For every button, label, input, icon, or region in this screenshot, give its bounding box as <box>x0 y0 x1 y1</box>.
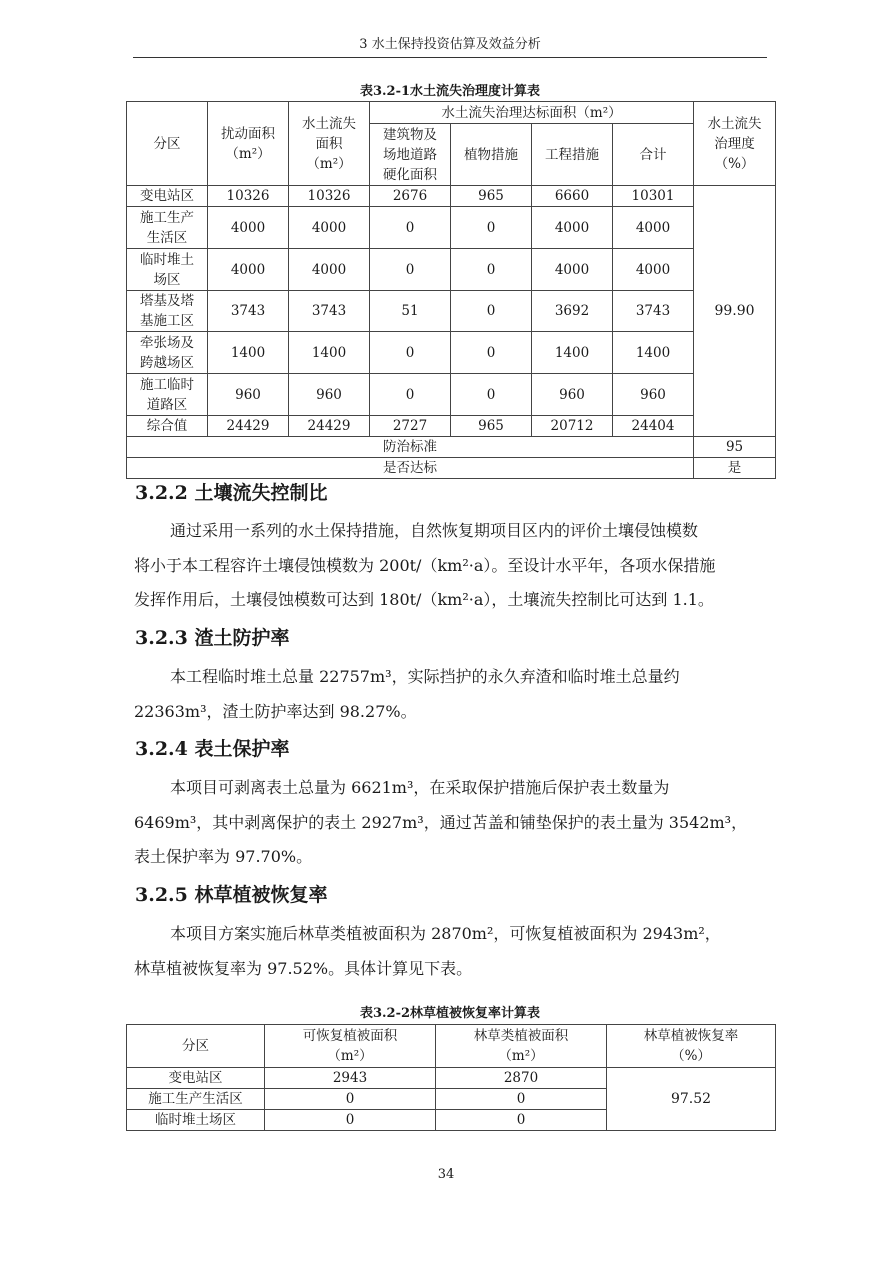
header-restorable-area: 可恢复植被面积 （m²） <box>265 1025 436 1068</box>
reached-row <box>127 458 776 479</box>
paragraph-line: 本工程临时堆土总量 22757m³，实际挡护的永久弃渣和临时堆土总量约 <box>170 667 680 686</box>
cell-plant: 0 <box>451 374 532 416</box>
cell-total: 1400 <box>613 332 694 374</box>
header-loss-area: 水土流失 面积 （m²） <box>289 102 370 186</box>
header-building-area: 建筑物及 场地道路 硬化面积 <box>370 124 451 186</box>
header-total: 合计 <box>613 124 694 186</box>
cell-total: 960 <box>613 374 694 416</box>
paragraph-line: 表土保护率为 97.70%。 <box>134 847 313 866</box>
table-row <box>127 186 776 207</box>
paragraph-line: 本项目方案实施后林草类植被面积为 2870m²，可恢复植被面积为 2943m²， <box>170 924 721 943</box>
page-header: 3 水土保持投资估算及效益分析 <box>359 37 541 52</box>
cell-disturbed: 960 <box>208 374 289 416</box>
cell-zone: 综合值 <box>127 416 208 437</box>
section-heading-spoil-protection: 3.2.3 渣土防护率 <box>135 627 290 649</box>
cell-disturbed: 24429 <box>208 416 289 437</box>
paragraph-spoil-protection <box>134 660 768 729</box>
cell-disturbed: 10326 <box>208 186 289 207</box>
cell-disturbed: 4000 <box>208 207 289 249</box>
cell-loss: 4000 <box>289 249 370 291</box>
paragraph-line: 22363m³，渣土防护率达到 98.27%。 <box>134 701 417 721</box>
cell-loss: 24429 <box>289 416 370 437</box>
cell-building: 2676 <box>370 186 451 207</box>
cell-loss: 1400 <box>289 332 370 374</box>
cell-engineering: 960 <box>532 374 613 416</box>
table-row <box>127 249 776 291</box>
cell-restoration-rate: 97.52 <box>607 1068 776 1131</box>
table-row <box>127 374 776 416</box>
cell-treatment-rate: 99.90 <box>694 186 776 437</box>
paragraph-vegetation-restoration <box>134 917 768 986</box>
page-number: 34 <box>437 1167 455 1182</box>
cell-zone: 施工生产生活区 <box>127 1089 265 1110</box>
cell-disturbed: 4000 <box>208 249 289 291</box>
cell-building: 2727 <box>370 416 451 437</box>
cell-forest: 2870 <box>436 1068 607 1089</box>
paragraph-topsoil-protection <box>134 771 768 875</box>
cell-forest: 0 <box>436 1089 607 1110</box>
cell-loss: 3743 <box>289 291 370 332</box>
soil-erosion-control-table <box>126 101 776 479</box>
cell-engineering: 3692 <box>532 291 613 332</box>
header-zone: 分区 <box>127 1025 265 1068</box>
cell-total: 4000 <box>613 207 694 249</box>
standard-value: 95 <box>694 437 776 458</box>
cell-zone: 变电站区 <box>127 1068 265 1089</box>
section-heading-soil-loss-ratio: 3.2.2 土壤流失控制比 <box>135 482 328 504</box>
cell-loss: 960 <box>289 374 370 416</box>
cell-disturbed: 1400 <box>208 332 289 374</box>
table-row <box>127 1068 776 1089</box>
cell-zone: 临时堆土场区 <box>127 1110 265 1131</box>
cell-building: 0 <box>370 249 451 291</box>
standard-label: 防治标准 <box>127 437 694 458</box>
paragraph-line: 发挥作用后，土壤侵蚀模数可达到 180t/（km²·a），土壤流失控制比可达到 1.1。 <box>134 590 714 609</box>
header-zone: 分区 <box>127 102 208 186</box>
cell-forest: 0 <box>436 1110 607 1131</box>
table-row <box>127 416 776 437</box>
cell-plant: 0 <box>451 207 532 249</box>
table-row <box>127 291 776 332</box>
reached-value: 是 <box>694 458 776 479</box>
cell-engineering: 4000 <box>532 207 613 249</box>
cell-zone: 变电站区 <box>127 186 208 207</box>
cell-loss: 4000 <box>289 207 370 249</box>
paragraph-line: 通过采用一系列的水土保持措施，自然恢复期项目区内的评价土壤侵蚀模数 <box>170 521 699 540</box>
header-restoration-rate: 林草植被恢复率 （%） <box>607 1025 776 1068</box>
section-heading-vegetation-restoration: 3.2.5 林草植被恢复率 <box>135 884 328 906</box>
cell-zone: 施工临时 道路区 <box>127 374 208 416</box>
cell-restorable: 0 <box>265 1110 436 1131</box>
header-treatment-rate: 水土流失 治理度 （%） <box>694 102 776 186</box>
paragraph-soil-loss-ratio <box>134 514 768 618</box>
table-row <box>127 332 776 374</box>
cell-plant: 965 <box>451 186 532 207</box>
cell-total: 24404 <box>613 416 694 437</box>
cell-plant: 0 <box>451 249 532 291</box>
cell-disturbed: 3743 <box>208 291 289 332</box>
cell-plant: 0 <box>451 291 532 332</box>
cell-zone: 牵张场及 跨越场区 <box>127 332 208 374</box>
paragraph-line: 本项目可剥离表土总量为 6621m³，在采取保护措施后保护表土数量为 <box>170 778 670 797</box>
cell-zone: 临时堆土 场区 <box>127 249 208 291</box>
header-forest-area: 林草类植被面积 （m²） <box>436 1025 607 1068</box>
cell-loss: 10326 <box>289 186 370 207</box>
cell-building: 51 <box>370 291 451 332</box>
table2-caption: 表3.2-2林草植被恢复率计算表 <box>359 1006 541 1021</box>
paragraph-line: 将小于本工程容许土壤侵蚀模数为 200t/（km²·a）。至设计水平年，各项水保措施 <box>134 555 716 575</box>
header-disturbed-area: 扰动面积 （m²） <box>208 102 289 186</box>
header-rule <box>133 57 767 58</box>
cell-zone: 施工生产 生活区 <box>127 207 208 249</box>
cell-restorable: 2943 <box>265 1068 436 1089</box>
section-heading-topsoil-protection: 3.2.4 表土保护率 <box>135 738 290 760</box>
table1-caption: 表3.2-1水土流失治理度计算表 <box>359 84 541 99</box>
cell-engineering: 4000 <box>532 249 613 291</box>
cell-total: 3743 <box>613 291 694 332</box>
cell-restorable: 0 <box>265 1089 436 1110</box>
header-engineering-measures: 工程措施 <box>532 124 613 186</box>
cell-engineering: 20712 <box>532 416 613 437</box>
cell-total: 4000 <box>613 249 694 291</box>
header-plant-measures: 植物措施 <box>451 124 532 186</box>
reached-label: 是否达标 <box>127 458 694 479</box>
cell-engineering: 1400 <box>532 332 613 374</box>
cell-total: 10301 <box>613 186 694 207</box>
cell-zone: 塔基及塔 基施工区 <box>127 291 208 332</box>
header-reached-area-group: 水土流失治理达标面积（m²） <box>370 102 694 124</box>
standard-row <box>127 437 776 458</box>
paragraph-line: 林草植被恢复率为 97.52%。具体计算见下表。 <box>134 958 473 978</box>
cell-engineering: 6660 <box>532 186 613 207</box>
cell-building: 0 <box>370 207 451 249</box>
cell-plant: 0 <box>451 332 532 374</box>
vegetation-restoration-table <box>126 1024 776 1131</box>
paragraph-line: 6469m³，其中剥离保护的表土 2927m³，通过苫盖和铺垫保护的表土量为 3542m³， <box>134 812 748 832</box>
cell-plant: 965 <box>451 416 532 437</box>
table-row <box>127 207 776 249</box>
cell-building: 0 <box>370 374 451 416</box>
cell-building: 0 <box>370 332 451 374</box>
